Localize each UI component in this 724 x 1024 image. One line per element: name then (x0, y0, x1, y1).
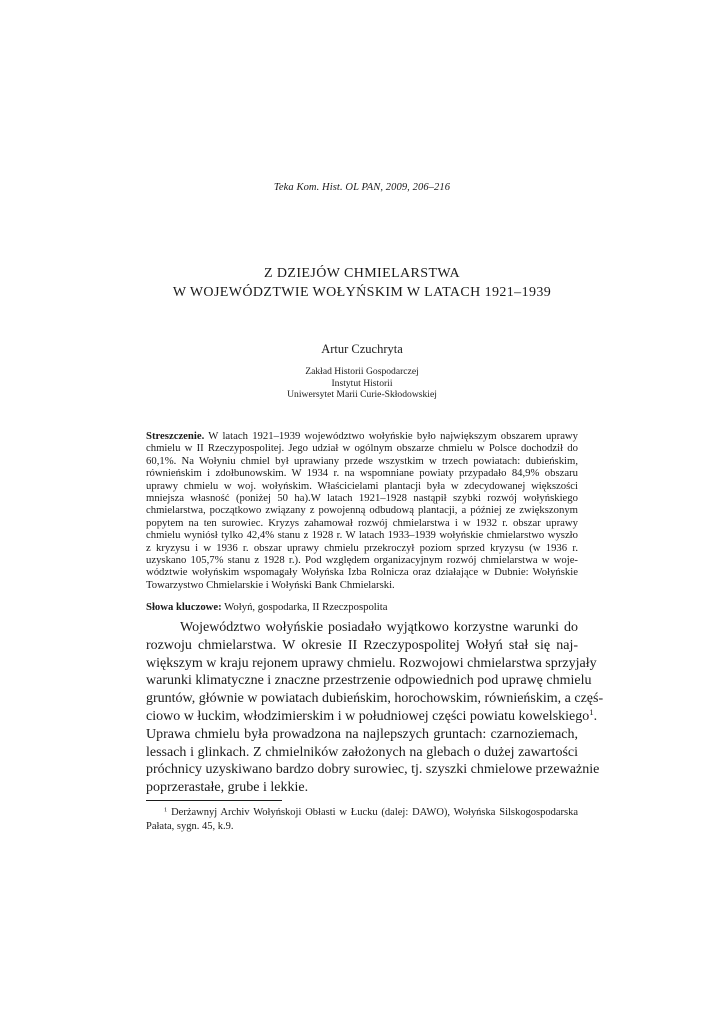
abstract-line: uprawy chmielu w woj. wołyńskim. Właścicielami plantacji była w zdecydowanej większości (146, 479, 578, 492)
abstract-line: równieńskim i zdołbunowskim. W 1934 r. na wspomniane powiaty przypadało 84,9% obszaru (146, 467, 578, 480)
article-title (0, 264, 724, 302)
footnote (146, 806, 578, 833)
footnote-reference[interactable]: 1 (589, 707, 594, 718)
abstract-line: chmielu w II Rzeczypospolitej. Jego udział w ogólnym obszarze chmielu w Polsce dochodził do (146, 442, 578, 455)
abstract-text: W latach 1921–1939 województwo wołyńskie było największym obszarem uprawy (204, 430, 578, 442)
title-line-1: Z DZIEJÓW CHMIELARSTWA (264, 266, 460, 281)
body-line: warunki klimatyczne i znaczne przestrzenie odpowiednich pod uprawę chmielu (146, 673, 592, 689)
affiliation-line-1: Zakład Historii Gospodarczej (305, 366, 419, 377)
title-line-2: W WOJEWÓDZTWIE WOŁYŃSKIM W LATACH 1921–1939 (172, 285, 552, 300)
body-line: próchnicy uzyskiwano bardzo dobry surowiec, tj. szyszki chmielowe przeważnie (146, 762, 600, 778)
keywords (146, 601, 578, 613)
body-line (146, 707, 598, 726)
keywords-label: Słowa kluczowe: (146, 601, 222, 613)
running-head: Teka Kom. Hist. OL PAN, 2009, 206–216 (273, 182, 451, 193)
abstract-line: chmielarstwa, początkowo związany z powojenną odbudową plantacji, a później ze zwiększonym (146, 504, 578, 517)
body-line: Uprawa chmielu była prowadzona na najlepszych gruntach: czarnoziemach, (146, 726, 578, 742)
abstract-label: Streszczenie. (146, 430, 205, 442)
footnote-separator (146, 800, 282, 801)
abstract-line: Towarzystwo Chmielarskie i Wołyński Bank Chmielarski. (146, 578, 395, 591)
abstract-line: popytem na ten surowiec. Kryzys zahamował rozwój chmielarstwa i w 1932 r. obszar uprawy (146, 516, 578, 529)
body-line: lessach i glinkach. Z chmielników założonych na glebach o dużej zawartości (146, 744, 578, 760)
body-line: Województwo wołyńskie posiadało wyjątkowo korzystne warunki do (180, 620, 578, 635)
body-line: większym w kraju rejonem uprawy chmielu. Rozwojowi chmielarstwa sprzyjały (146, 655, 597, 671)
affiliation-line-2: Instytut Historii (331, 377, 393, 389)
abstract-line: z kryzysu i w 1936 r. obszar uprawy chmielu przekroczył poziom sprzed kryzysu (w 1936 r. (146, 541, 578, 554)
abstract-line: mniejsza własność (poniżej 50 ha).W latach 1921–1928 nastąpił szybki rozwój wołyńskiego (146, 492, 578, 505)
body-text (146, 619, 604, 797)
abstract-line: 60,1%. Na Wołyniu chmiel był uprawiany przede wszystkim w trzech powiatach: dubieńskim, (146, 454, 578, 467)
abstract-line: uzyskano 105,7% stanu z 1928 r.). Pod względem organizacyjnym rozwój chmielarstwa w woje- (146, 554, 578, 567)
body-line-text: ciowo w łuckim, włodzimierskim i w południowej części powiatu kowelskiego (146, 708, 590, 724)
footnote-reference-suffix: . (593, 708, 598, 724)
body-line: poprzerastałe, grube i lekkie. (146, 780, 309, 796)
abstract-line: wództwie wołyńskim wspomagały Wołyńska Izba Rolnicza oraz działające w Dubnie: Wołyńskie (146, 566, 578, 579)
footnote-line: Pałata, sygn. 45, k.9. (146, 820, 234, 832)
body-line: rozwoju chmielarstwa. W okresie II Rzeczypospolitej Wołyń stał się naj- (146, 637, 578, 653)
affiliation-line-3: Uniwersytet Marii Curie-Skłodowskiej (287, 389, 437, 400)
abstract (146, 430, 578, 591)
footnote-number: 1 (164, 806, 168, 814)
footnote-line (146, 806, 578, 820)
footnote-text: Derżawnyj Archiv Wołyńskoji Obłasti w Łucku (dalej: DAWO), Wołyńska Silskogospodarska (167, 807, 578, 818)
affiliation (0, 366, 724, 401)
abstract-line (146, 430, 578, 442)
abstract-line: chmielu wyniósł tylko 42,4% stanu z 1928 r. W latach 1933–1939 wołyńskie chmielarstwo wyszło (146, 529, 578, 542)
author-name: Artur Czuchryta (321, 342, 403, 356)
keywords-text: Wołyń, gospodarka, II Rzeczpospolita (221, 601, 388, 613)
body-line: gruntów, głównie w powiatach dubieńskim, horochowskim, równieńskim, a częś- (146, 691, 604, 707)
